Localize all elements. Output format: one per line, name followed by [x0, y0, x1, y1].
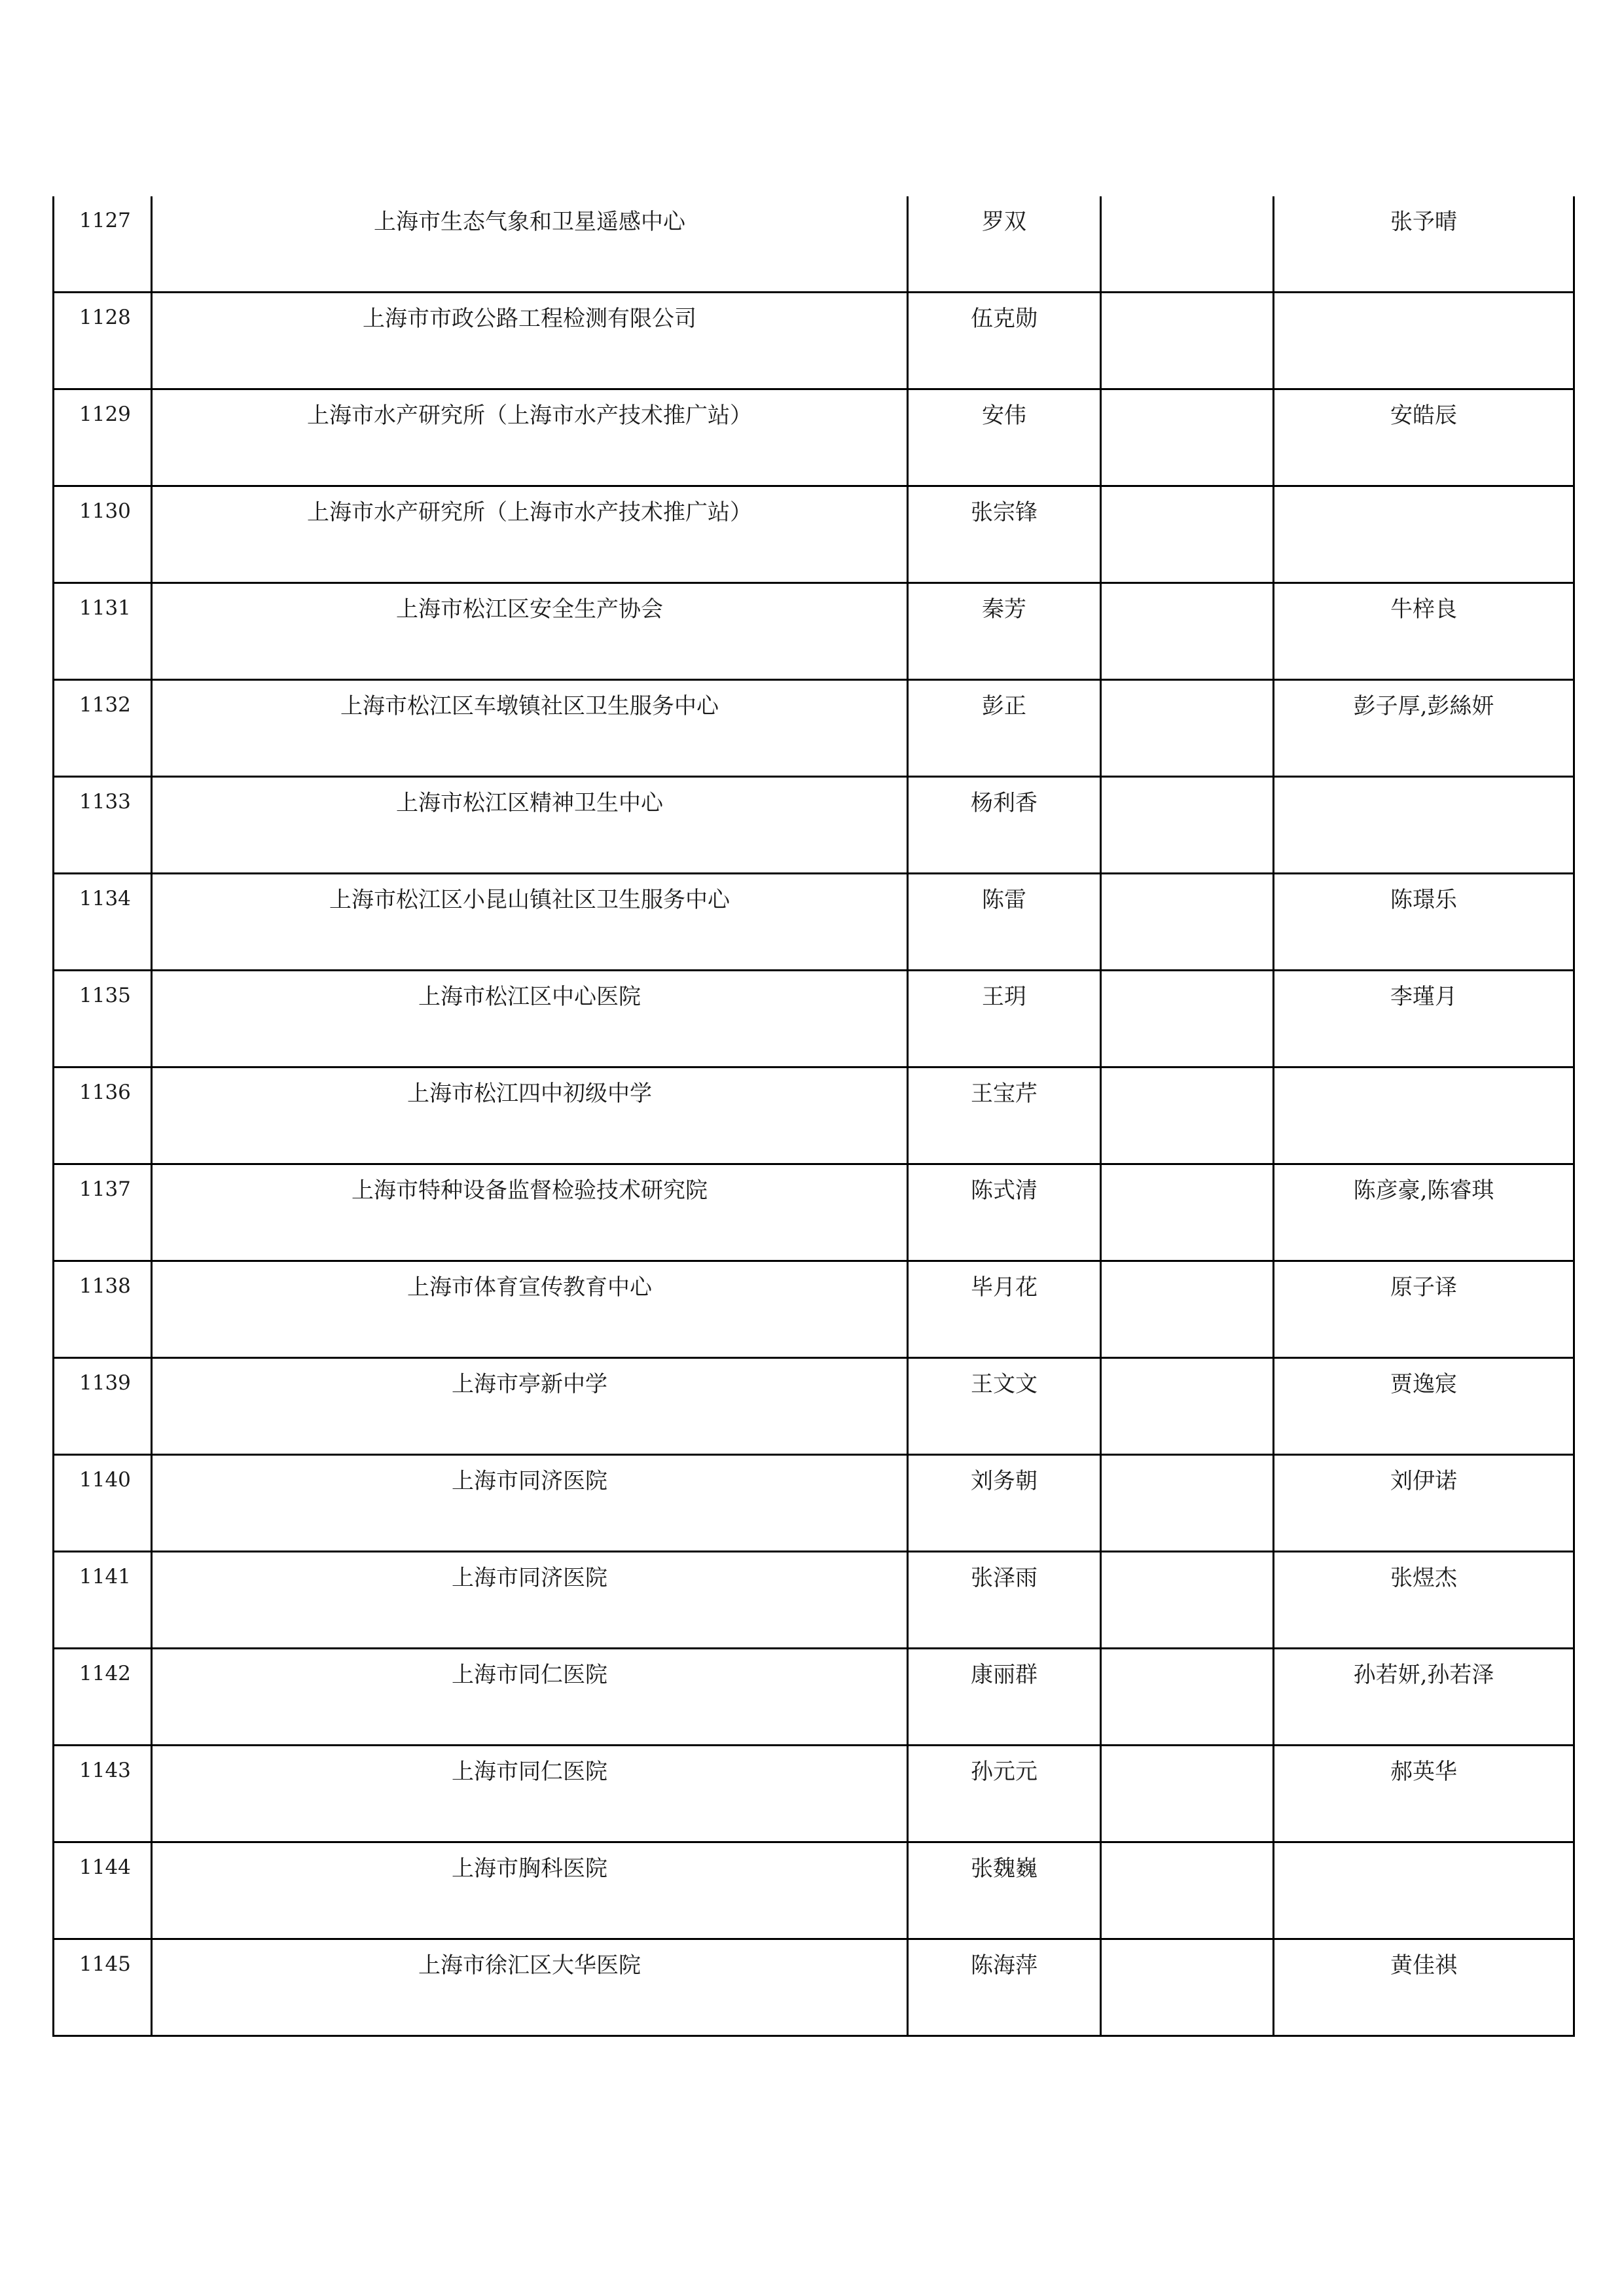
empty-column [1102, 1843, 1272, 1857]
staff-name-cell [908, 389, 1101, 486]
child-names-cell [1274, 1358, 1574, 1455]
row-number: 1141 [79, 1565, 131, 1588]
work-unit: 上海市松江区中心医院 [418, 984, 641, 1010]
empty-column [1102, 681, 1272, 695]
work-unit-cell [152, 486, 908, 583]
empty-column [1102, 584, 1272, 598]
row-number: 1145 [79, 1952, 131, 1976]
empty-column [1102, 1359, 1272, 1373]
staff-name: 陈雷 [982, 887, 1026, 913]
row-number-cell [54, 1164, 152, 1261]
row-number: 1140 [79, 1468, 131, 1492]
row-number: 1130 [79, 499, 131, 523]
table-row [54, 389, 1574, 486]
row-number-cell [54, 1261, 152, 1358]
table-row [54, 680, 1574, 777]
work-unit: 上海市水产研究所（上海市水产技术推广站） [307, 403, 752, 429]
document-page [52, 196, 1573, 2037]
child-names-cell [1274, 196, 1574, 293]
row-number: 1144 [79, 1856, 131, 1879]
work-unit: 上海市市政公路工程检测有限公司 [363, 306, 696, 332]
work-unit-cell [152, 1455, 908, 1552]
empty-column-cell [1101, 1455, 1274, 1552]
work-unit-cell [152, 1358, 908, 1455]
row-number: 1128 [79, 306, 131, 329]
work-unit: 上海市亭新中学 [452, 1371, 607, 1397]
child-names-cell [1274, 486, 1574, 583]
staff-name-cell [908, 874, 1101, 971]
work-unit-cell [152, 874, 908, 971]
child-names: 贾逸宸 [1390, 1371, 1457, 1397]
row-number-cell [54, 1455, 152, 1552]
roster-table [52, 196, 1575, 2037]
child-names-cell [1274, 1939, 1574, 2036]
work-unit-cell [152, 680, 908, 777]
work-unit-cell [152, 1067, 908, 1164]
roster-table-body [54, 196, 1574, 2036]
empty-column-cell [1101, 389, 1274, 486]
empty-column-cell [1101, 1552, 1274, 1649]
child-names [1274, 1843, 1573, 1857]
table-row [54, 196, 1574, 293]
row-number-cell [54, 293, 152, 389]
work-unit: 上海市松江区安全生产协会 [396, 596, 663, 622]
child-names [1274, 1068, 1573, 1083]
empty-column-cell [1101, 777, 1274, 874]
empty-column [1102, 1262, 1272, 1276]
work-unit-cell [152, 777, 908, 874]
row-number-cell [54, 874, 152, 971]
work-unit: 上海市同济医院 [452, 1468, 607, 1494]
staff-name-cell [908, 1164, 1101, 1261]
child-names-cell [1274, 1552, 1574, 1649]
row-number-cell [54, 1552, 152, 1649]
child-names-cell [1274, 293, 1574, 389]
work-unit-cell [152, 1164, 908, 1261]
work-unit-cell [152, 293, 908, 389]
staff-name-cell [908, 680, 1101, 777]
child-names-cell [1274, 680, 1574, 777]
empty-column [1102, 1165, 1272, 1179]
empty-column [1102, 196, 1272, 211]
row-number: 1138 [79, 1274, 131, 1298]
staff-name-cell [908, 1358, 1101, 1455]
staff-name-cell [908, 1455, 1101, 1552]
table-row [54, 874, 1574, 971]
work-unit-cell [152, 1261, 908, 1358]
row-number-cell [54, 486, 152, 583]
row-number-cell [54, 777, 152, 874]
work-unit-cell [152, 1552, 908, 1649]
staff-name: 王玥 [982, 984, 1026, 1010]
child-names [1274, 487, 1573, 501]
empty-column-cell [1101, 1939, 1274, 2036]
staff-name: 陈式清 [971, 1177, 1038, 1204]
row-number: 1142 [79, 1662, 131, 1685]
staff-name-cell [908, 971, 1101, 1067]
child-names: 李瑾月 [1390, 984, 1457, 1010]
empty-column [1102, 1649, 1272, 1664]
child-names: 刘伊诺 [1390, 1468, 1457, 1494]
table-row [54, 1067, 1574, 1164]
staff-name: 王文文 [971, 1371, 1038, 1397]
child-names-cell [1274, 874, 1574, 971]
table-row [54, 583, 1574, 680]
empty-column [1102, 293, 1272, 308]
child-names: 孙若妍,孙若泽 [1353, 1662, 1494, 1688]
child-names: 张煜杰 [1390, 1565, 1457, 1591]
table-row [54, 1842, 1574, 1939]
row-number-cell [54, 680, 152, 777]
staff-name: 孙元元 [971, 1759, 1038, 1785]
table-row [54, 1164, 1574, 1261]
child-names: 牛梓良 [1390, 596, 1457, 622]
staff-name-cell [908, 1261, 1101, 1358]
staff-name-cell [908, 1939, 1101, 2036]
work-unit: 上海市同仁医院 [452, 1662, 607, 1688]
work-unit: 上海市同济医院 [452, 1565, 607, 1591]
empty-column [1102, 390, 1272, 404]
empty-column [1102, 1940, 1272, 1954]
empty-column-cell [1101, 1358, 1274, 1455]
empty-column-cell [1101, 293, 1274, 389]
work-unit-cell [152, 1746, 908, 1842]
row-number: 1129 [79, 403, 131, 426]
table-row [54, 1552, 1574, 1649]
empty-column [1102, 1456, 1272, 1470]
work-unit-cell [152, 971, 908, 1067]
child-names: 郝英华 [1390, 1759, 1457, 1785]
table-row [54, 1455, 1574, 1552]
row-number-cell [54, 1746, 152, 1842]
staff-name-cell [908, 1649, 1101, 1746]
row-number-cell [54, 196, 152, 293]
work-unit-cell [152, 196, 908, 293]
empty-column [1102, 874, 1272, 889]
child-names: 陈彦豪,陈睿琪 [1353, 1177, 1494, 1204]
staff-name-cell [908, 777, 1101, 874]
row-number: 1135 [79, 984, 131, 1007]
staff-name-cell [908, 1842, 1101, 1939]
work-unit: 上海市体育宣传教育中心 [407, 1274, 652, 1300]
empty-column [1102, 1552, 1272, 1567]
table-row [54, 486, 1574, 583]
empty-column-cell [1101, 874, 1274, 971]
child-names: 陈璟乐 [1390, 887, 1457, 913]
staff-name: 罗双 [982, 209, 1026, 235]
table-row [54, 1358, 1574, 1455]
work-unit: 上海市松江区精神卫生中心 [396, 790, 663, 816]
child-names-cell [1274, 1067, 1574, 1164]
table-row [54, 293, 1574, 389]
empty-column-cell [1101, 196, 1274, 293]
empty-column-cell [1101, 1164, 1274, 1261]
work-unit: 上海市同仁医院 [452, 1759, 607, 1785]
child-names-cell [1274, 583, 1574, 680]
empty-column-cell [1101, 1261, 1274, 1358]
work-unit: 上海市特种设备监督检验技术研究院 [352, 1177, 708, 1204]
staff-name-cell [908, 486, 1101, 583]
staff-name: 张宗锋 [971, 499, 1038, 526]
empty-column [1102, 1068, 1272, 1083]
staff-name-cell [908, 293, 1101, 389]
table-row [54, 1939, 1574, 2036]
table-row [54, 1649, 1574, 1746]
child-names-cell [1274, 1746, 1574, 1842]
row-number: 1143 [79, 1759, 131, 1782]
staff-name: 秦芳 [982, 596, 1026, 622]
child-names: 张予晴 [1390, 209, 1457, 235]
work-unit-cell [152, 1649, 908, 1746]
work-unit: 上海市徐汇区大华医院 [418, 1952, 641, 1979]
staff-name-cell [908, 583, 1101, 680]
empty-column-cell [1101, 1842, 1274, 1939]
child-names-cell [1274, 1455, 1574, 1552]
row-number-cell [54, 389, 152, 486]
table-row [54, 1261, 1574, 1358]
child-names-cell [1274, 777, 1574, 874]
child-names-cell [1274, 1842, 1574, 1939]
row-number: 1127 [79, 209, 131, 232]
empty-column-cell [1101, 680, 1274, 777]
child-names: 彭子厚,彭絲妍 [1353, 693, 1494, 719]
work-unit: 上海市松江区车墩镇社区卫生服务中心 [340, 693, 719, 719]
child-names: 黄佳祺 [1390, 1952, 1457, 1979]
empty-column-cell [1101, 1067, 1274, 1164]
work-unit-cell [152, 1842, 908, 1939]
staff-name-cell [908, 1746, 1101, 1842]
staff-name: 杨利香 [971, 790, 1038, 816]
row-number-cell [54, 1939, 152, 2036]
row-number-cell [54, 1358, 152, 1455]
staff-name: 彭正 [982, 693, 1026, 719]
staff-name: 伍克勋 [971, 306, 1038, 332]
row-number: 1131 [79, 596, 131, 620]
staff-name-cell [908, 1067, 1101, 1164]
row-number-cell [54, 1067, 152, 1164]
empty-column-cell [1101, 971, 1274, 1067]
row-number: 1136 [79, 1081, 131, 1104]
row-number: 1133 [79, 790, 131, 814]
work-unit: 上海市生态气象和卫星遥感中心 [374, 209, 685, 235]
empty-column [1102, 487, 1272, 501]
work-unit: 上海市胸科医院 [452, 1856, 607, 1882]
child-names [1274, 778, 1573, 792]
child-names-cell [1274, 1649, 1574, 1746]
staff-name: 毕月花 [971, 1274, 1038, 1300]
row-number: 1137 [79, 1177, 131, 1201]
work-unit: 上海市松江区小昆山镇社区卫生服务中心 [329, 887, 730, 913]
work-unit-cell [152, 583, 908, 680]
empty-column-cell [1101, 1746, 1274, 1842]
row-number-cell [54, 971, 152, 1067]
child-names: 安皓辰 [1390, 403, 1457, 429]
row-number: 1139 [79, 1371, 131, 1395]
row-number: 1132 [79, 693, 131, 717]
row-number-cell [54, 583, 152, 680]
work-unit: 上海市水产研究所（上海市水产技术推广站） [307, 499, 752, 526]
empty-column [1102, 971, 1272, 986]
table-row [54, 971, 1574, 1067]
work-unit-cell [152, 1939, 908, 2036]
empty-column-cell [1101, 486, 1274, 583]
row-number-cell [54, 1842, 152, 1939]
staff-name: 安伟 [982, 403, 1026, 429]
staff-name-cell [908, 1552, 1101, 1649]
empty-column-cell [1101, 583, 1274, 680]
child-names-cell [1274, 389, 1574, 486]
child-names [1274, 293, 1573, 308]
child-names-cell [1274, 1164, 1574, 1261]
staff-name: 张魏巍 [971, 1856, 1038, 1882]
work-unit-cell [152, 389, 908, 486]
staff-name: 康丽群 [971, 1662, 1038, 1688]
staff-name: 陈海萍 [971, 1952, 1038, 1979]
row-number-cell [54, 1649, 152, 1746]
child-names-cell [1274, 971, 1574, 1067]
empty-column [1102, 778, 1272, 792]
empty-column-cell [1101, 1649, 1274, 1746]
staff-name-cell [908, 196, 1101, 293]
table-row [54, 777, 1574, 874]
staff-name: 王宝芹 [971, 1081, 1038, 1107]
work-unit: 上海市松江四中初级中学 [407, 1081, 652, 1107]
row-number: 1134 [79, 887, 131, 910]
empty-column [1102, 1746, 1272, 1761]
table-row [54, 1746, 1574, 1842]
staff-name: 刘务朝 [971, 1468, 1038, 1494]
child-names-cell [1274, 1261, 1574, 1358]
staff-name: 张泽雨 [971, 1565, 1038, 1591]
child-names: 原子译 [1390, 1274, 1457, 1300]
